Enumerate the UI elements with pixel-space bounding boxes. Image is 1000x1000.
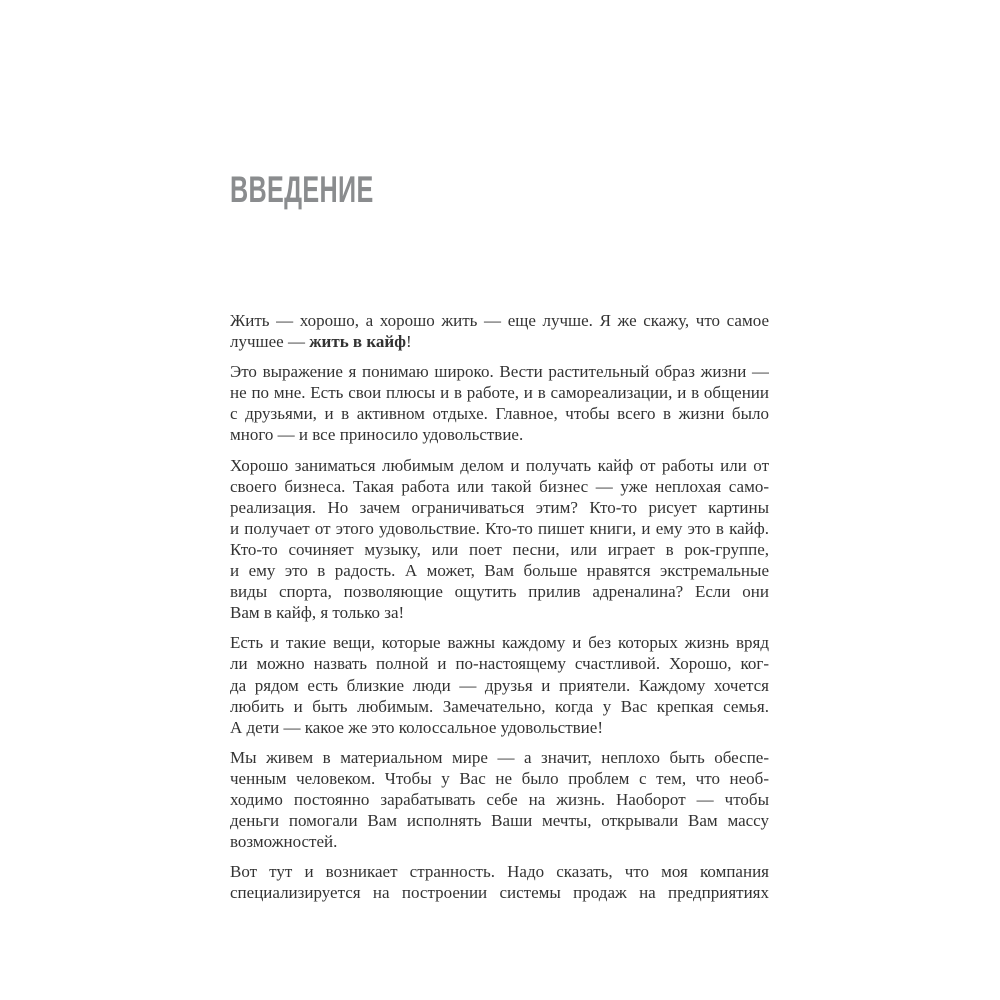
text-line: Есть и такие вещи, которые важны каждому и без которых жизнь вряд bbox=[230, 633, 769, 653]
text-line: да рядом есть близкие люди — друзья и приятели. Каждому хочется bbox=[230, 675, 769, 695]
text-line: реализация. Но зачем ограничиваться этим? Кто-то рисует картины bbox=[230, 497, 769, 517]
text-line: ходимо постоянно зарабатывать себе на жизнь. Наоборот — чтобы bbox=[230, 789, 769, 809]
text-line: не по мне. Есть свои плюсы и в работе, и в самореализации, и в общении bbox=[230, 383, 769, 403]
text-line: А дети — какое же это колоссальное удовольствие! bbox=[230, 717, 603, 737]
body-text bbox=[230, 310, 769, 903]
text-line: много — и все приносило удовольствие. bbox=[230, 425, 524, 445]
paragraph bbox=[230, 747, 769, 852]
text-line: и получает от этого удовольствие. Кто-то пишет книги, и ему это в кайф. bbox=[230, 518, 769, 538]
paragraph bbox=[230, 632, 769, 737]
paragraph bbox=[230, 310, 769, 352]
text-line: Кто-то сочиняет музыку, или поет песни, или играет в рок-группе, bbox=[230, 539, 769, 559]
text-line: любить и быть любимым. Замечательно, когда у Вас крепкая семья. bbox=[230, 696, 769, 716]
text-line: специализируется на построении системы продаж на предприятиях bbox=[230, 883, 769, 903]
text-line: возможностей. bbox=[230, 832, 338, 852]
text-line: Жить — хорошо, а хорошо жить — еще лучше. Я же скажу, что самое bbox=[230, 311, 769, 330]
text-line: ли можно назвать полной и по-настоящему счастливой. Хорошо, ког- bbox=[230, 654, 769, 674]
text-line: Мы живем в материальном мире — а значит, неплохо быть обеспе- bbox=[230, 747, 769, 767]
paragraph bbox=[230, 361, 769, 445]
text-line: и ему это в радость. А может, Вам больше нравятся экстремальные bbox=[230, 561, 769, 581]
text-line: виды спорта, позволяющие ощутить прилив адреналина? Если они bbox=[230, 582, 769, 602]
paragraph bbox=[230, 455, 769, 624]
text-line: своего бизнеса. Такая работа или такой бизнес — уже неплохая само- bbox=[230, 476, 769, 496]
text-line: Это выражение я понимаю широко. Вести растительный образ жизни — bbox=[230, 362, 769, 382]
text-line: Вам в кайф, я только за! bbox=[230, 603, 405, 623]
text-line: деньги помогали Вам исполнять Ваши мечты, открывали Вам массу bbox=[230, 811, 769, 831]
text-line: ченным человеком. Чтобы у Вас не было проблем с тем, что необ- bbox=[230, 768, 769, 788]
text-line: лучшее — жить в кайф! bbox=[230, 332, 412, 352]
text-line: Хорошо заниматься любимым делом и получать кайф от работы или от bbox=[230, 455, 769, 475]
chapter-title bbox=[230, 171, 441, 208]
text-line: с друзьями, и в активном отдыхе. Главное, чтобы всего в жизни было bbox=[230, 404, 769, 424]
paragraph bbox=[230, 861, 769, 903]
chapter-title-text: ВВЕДЕНИЕ bbox=[230, 169, 374, 210]
text-line: Вот тут и возникает странность. Надо сказать, что моя компания bbox=[230, 862, 769, 882]
